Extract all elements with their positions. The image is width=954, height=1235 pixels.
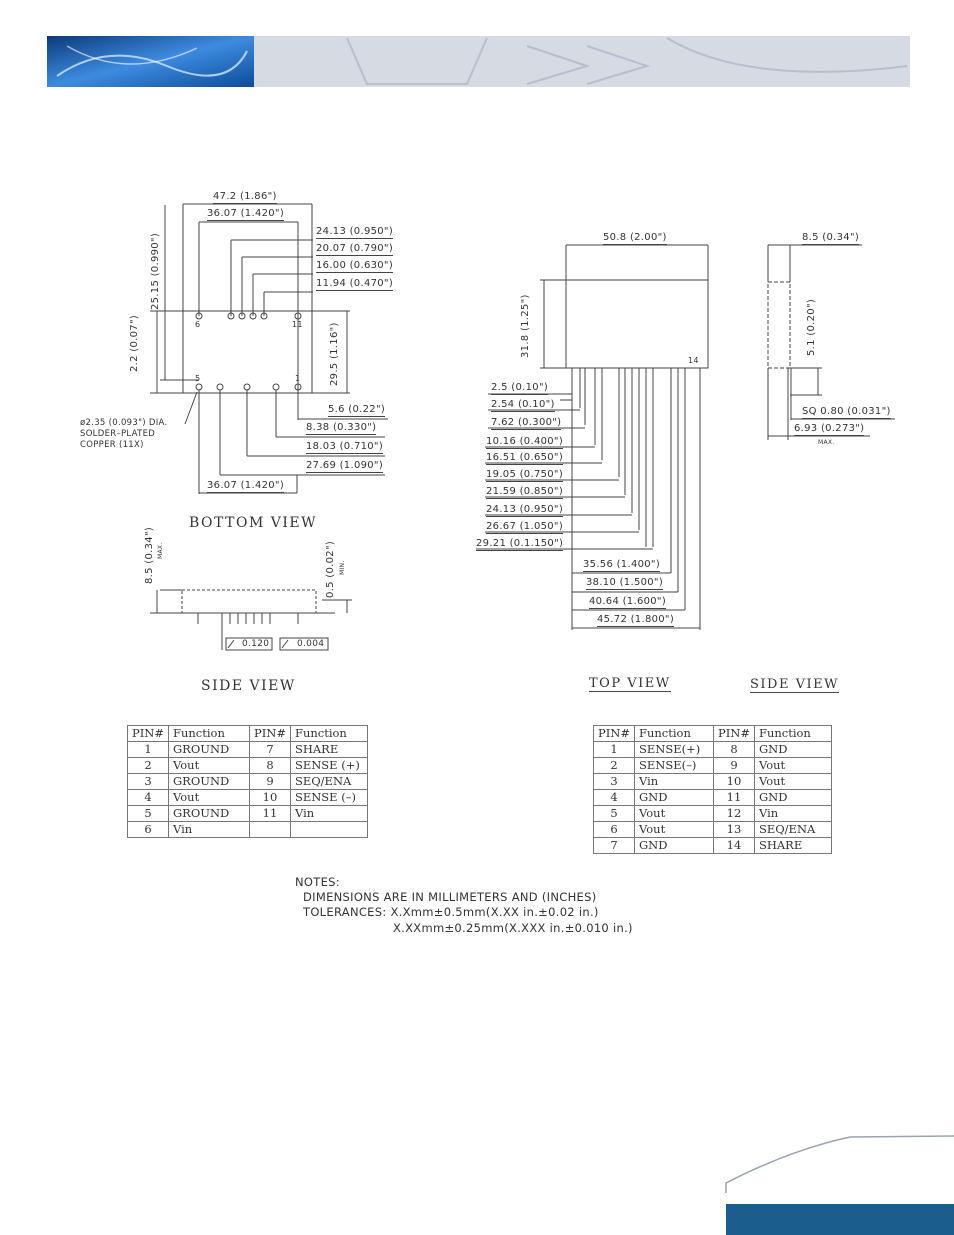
dim-top-width: 50.8 (2.00"): [603, 232, 667, 243]
cell: Vin: [290, 806, 367, 822]
cell: Vin: [634, 774, 713, 790]
header-pin: PIN#: [249, 726, 290, 742]
bottom-view-title: BOTTOM VIEW: [189, 515, 317, 531]
cell: GROUND: [168, 806, 249, 822]
header-function: Function: [168, 726, 249, 742]
dim-tv-26-67: 26.67 (1.050"): [486, 521, 564, 532]
dim-tv-10-16: 10.16 (0.400"): [486, 436, 564, 447]
cell: 12: [713, 806, 754, 822]
pin-label-1: 1: [295, 374, 301, 383]
cell: Vin: [168, 822, 249, 838]
dim-pin-span-top: 36.07 (1.420"): [207, 208, 285, 219]
table-row: [594, 774, 832, 790]
table-row: [594, 758, 832, 774]
cell: 13: [713, 822, 754, 838]
table-row: [128, 822, 368, 838]
dim-tv-2-54: 2.54 (0.10"): [491, 399, 555, 410]
dim-standoff-min: MIN.: [339, 560, 346, 575]
header-function: Function: [634, 726, 713, 742]
cell: 7: [249, 742, 290, 758]
cell: SHARE: [754, 838, 831, 854]
cell: 8: [713, 742, 754, 758]
dim-18-03: 18.03 (0.710"): [306, 441, 384, 452]
cell: Vout: [168, 790, 249, 806]
table-row: [594, 790, 832, 806]
cell: 11: [713, 790, 754, 806]
dim-tv-16-51: 16.51 (0.650"): [486, 452, 564, 463]
hole-note-2: SOLDER–PLATED: [80, 429, 156, 439]
dim-pin-16-00: 16.00 (0.630"): [316, 260, 394, 271]
dim-29-5: 29.5 (1.16"): [329, 322, 340, 386]
table-header: [128, 726, 368, 742]
cell: 9: [249, 774, 290, 790]
cell: Vout: [634, 806, 713, 822]
dim-tv-19-05: 19.05 (0.750"): [486, 469, 564, 480]
cell: Vout: [754, 758, 831, 774]
dim-side-height: 8.5 (0.34"): [144, 526, 155, 584]
notes-tolerance-2: X.XXmm±0.25mm(X.XXX in.±0.010 in.): [393, 921, 633, 935]
notes-heading: NOTES:: [295, 875, 340, 889]
cell: 5: [594, 806, 635, 822]
table-row: [594, 822, 832, 838]
flatness-mm: 0.120: [242, 639, 270, 649]
dim-pin-20-07: 20.07 (0.790"): [316, 243, 394, 254]
cell: SENSE(+): [634, 742, 713, 758]
table-row: [128, 774, 368, 790]
cell: GROUND: [168, 742, 249, 758]
table-row: [594, 838, 832, 854]
dim-tv-38-10: 38.10 (1.500"): [586, 577, 664, 588]
cell: 14: [713, 838, 754, 854]
cell: 7: [594, 838, 635, 854]
cell: 9: [713, 758, 754, 774]
cell: GND: [754, 790, 831, 806]
header-pin: PIN#: [128, 726, 169, 742]
cell: 4: [128, 790, 169, 806]
pin-label-11: 11: [292, 320, 303, 329]
cell: SENSE(–): [634, 758, 713, 774]
dim-side-height-max: MAX.: [157, 542, 164, 559]
side-view-left-title: SIDE VIEW: [201, 678, 296, 694]
header-function: Function: [290, 726, 367, 742]
side-view-right-title: SIDE VIEW: [750, 677, 839, 692]
table-row: [128, 742, 368, 758]
cell: 8: [249, 758, 290, 774]
dim-tv-40-64: 40.64 (1.600"): [589, 596, 667, 607]
dim-tv-29-21: 29.21 (0.1.150"): [476, 538, 564, 549]
cell: 5: [128, 806, 169, 822]
cell: SEQ/ENA: [290, 774, 367, 790]
dim-8-38: 8.38 (0.330"): [306, 422, 377, 433]
pin-table-left: [127, 725, 368, 838]
cell: SHARE: [290, 742, 367, 758]
cell: [249, 822, 290, 838]
cell: 1: [128, 742, 169, 758]
dim-sv-depth: 6.93 (0.273"): [794, 423, 865, 434]
cell: GND: [634, 838, 713, 854]
cell: SENSE (+): [290, 758, 367, 774]
pin-label-14: 14: [688, 356, 699, 365]
pin-table-right: [593, 725, 832, 854]
dim-sv-depth-max: MAX.: [818, 439, 835, 446]
top-view-title: TOP VIEW: [589, 676, 671, 691]
table-row: [128, 790, 368, 806]
hole-note-3: COPPER (11X): [80, 440, 144, 450]
cell: 1: [594, 742, 635, 758]
dim-2-2: 2.2 (0.07"): [129, 314, 140, 372]
cell: GND: [634, 790, 713, 806]
cell: 2: [128, 758, 169, 774]
dim-tv-35-56: 35.56 (1.400"): [583, 559, 661, 570]
dim-25-15: 25.15 (0.990"): [150, 232, 161, 310]
dim-pin-24-13: 24.13 (0.950"): [316, 226, 394, 237]
dim-standoff: 0.5 (0.02"): [325, 540, 336, 598]
table-row: [594, 742, 832, 758]
header-function: Function: [754, 726, 831, 742]
cell: Vin: [754, 806, 831, 822]
dim-5-6: 5.6 (0.22"): [328, 404, 386, 415]
dim-tv-24-13: 24.13 (0.950"): [486, 504, 564, 515]
notes-dimensions: DIMENSIONS ARE IN MILLIMETERS AND (INCHES): [303, 890, 597, 904]
dim-36-07-bottom: 36.07 (1.420"): [207, 480, 285, 491]
dim-overall-width: 47.2 (1.86"): [213, 191, 277, 202]
cell: SENSE (–): [290, 790, 367, 806]
cell: 3: [128, 774, 169, 790]
cell: 11: [249, 806, 290, 822]
dim-sv-sq: SQ 0.80 (0.031"): [802, 406, 891, 417]
cell: Vout: [634, 822, 713, 838]
cell: [290, 822, 367, 838]
dim-tv-7-62: 7.62 (0.300"): [491, 417, 562, 428]
notes-tolerance-1: TOLERANCES: X.Xmm±0.5mm(X.XX in.±0.02 in.): [303, 905, 599, 919]
pin-label-6: 6: [195, 320, 201, 329]
cell: Vout: [754, 774, 831, 790]
cell: GND: [754, 742, 831, 758]
dim-tv-21-59: 21.59 (0.850"): [486, 486, 564, 497]
cell: 6: [594, 822, 635, 838]
table-row: [128, 758, 368, 774]
flatness-in: 0.004: [297, 639, 325, 649]
cell: Vout: [168, 758, 249, 774]
cell: 10: [249, 790, 290, 806]
cell: 6: [128, 822, 169, 838]
dim-tv-45-72: 45.72 (1.800"): [597, 614, 675, 625]
cell: 2: [594, 758, 635, 774]
cell: 3: [594, 774, 635, 790]
table-row: [128, 806, 368, 822]
header-pin: PIN#: [713, 726, 754, 742]
cell: GROUND: [168, 774, 249, 790]
dim-sv-width: 8.5 (0.34"): [802, 232, 860, 243]
table-row: [594, 806, 832, 822]
hole-note-1: ø2.35 (0.093") DIA.: [80, 418, 168, 428]
dim-pin-11-94: 11.94 (0.470"): [316, 278, 394, 289]
cell: SEQ/ENA: [754, 822, 831, 838]
header-pin: PIN#: [594, 726, 635, 742]
cell: 4: [594, 790, 635, 806]
dim-sv-pin: 5.1 (0.20"): [806, 298, 817, 356]
dim-tv-2-5: 2.5 (0.10"): [491, 382, 549, 393]
pin-label-5: 5: [195, 374, 201, 383]
table-header: [594, 726, 832, 742]
dim-27-69: 27.69 (1.090"): [306, 460, 384, 471]
cell: 10: [713, 774, 754, 790]
dim-top-height: 31.8 (1.25"): [520, 294, 531, 358]
